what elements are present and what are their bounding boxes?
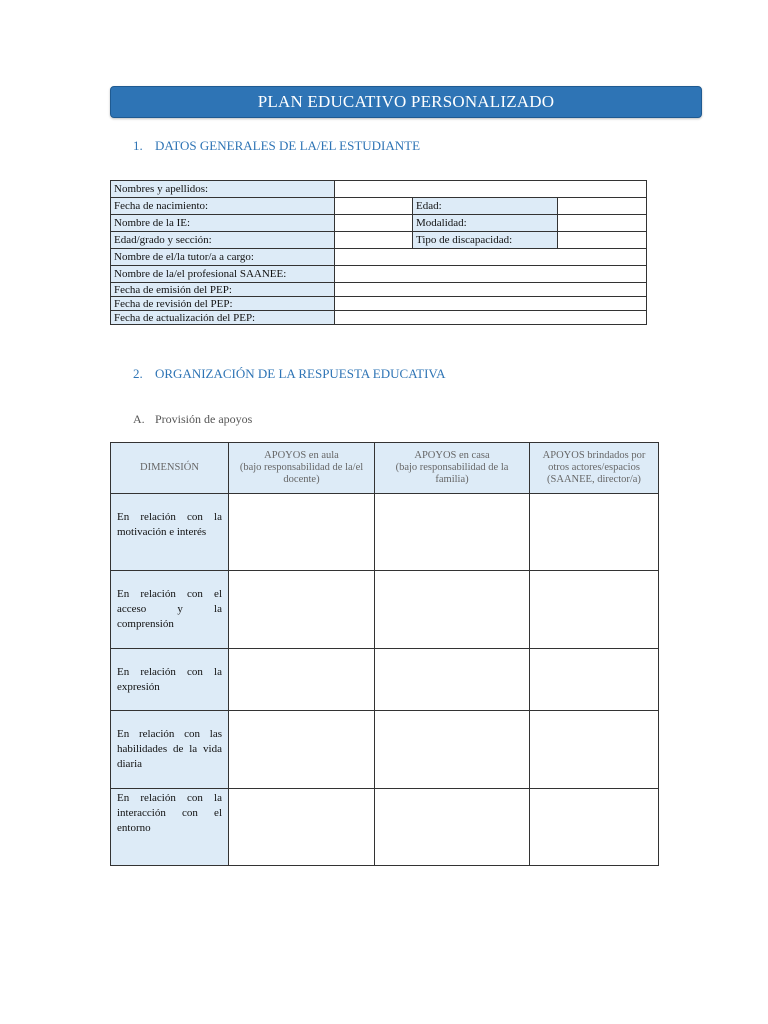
table-row <box>111 198 647 215</box>
cell-otros-interaccion[interactable] <box>530 789 659 866</box>
field-modalidad[interactable] <box>558 215 647 232</box>
label-edad: Edad: <box>413 198 558 215</box>
label-emision: Fecha de emisión del PEP: <box>111 283 335 297</box>
label-tipo-discapacidad: Tipo de discapacidad: <box>413 232 558 249</box>
cell-otros-motivacion[interactable] <box>530 494 659 571</box>
supports-table <box>110 442 659 866</box>
dimension-vida-diaria: En relación con las habilidades de la vida diaria <box>111 711 229 789</box>
table-row <box>111 571 659 649</box>
label-profesional: Nombre de la/el profesional SAANEE: <box>111 266 335 283</box>
table-header-row <box>111 443 659 494</box>
field-tipo-discapacidad[interactable] <box>558 232 647 249</box>
table-row <box>111 789 659 866</box>
field-profesional[interactable] <box>335 266 647 283</box>
subsection-a-heading <box>133 412 252 427</box>
document-title: PLAN EDUCATIVO PERSONALIZADO <box>257 92 555 111</box>
label-revision: Fecha de revisión del PEP: <box>111 297 335 311</box>
cell-casa-vida-diaria[interactable] <box>375 711 530 789</box>
cell-aula-expresion[interactable] <box>229 649 375 711</box>
header-apoyos-aula-note: (bajo responsabilidad de la/el docente) <box>239 462 364 485</box>
cell-casa-acceso[interactable] <box>375 571 530 649</box>
dimension-acceso: En relación con el acceso y la comprensión <box>111 571 229 649</box>
document-title-banner <box>110 86 702 118</box>
section-2-number: 2. <box>133 366 143 381</box>
cell-casa-interaccion[interactable] <box>375 789 530 866</box>
field-edad[interactable] <box>558 198 647 215</box>
cell-aula-acceso[interactable] <box>229 571 375 649</box>
label-edad-grado: Edad/grado y sección: <box>111 232 335 249</box>
field-fecha-nacimiento[interactable] <box>335 198 413 215</box>
field-nombres[interactable] <box>335 181 647 198</box>
table-row <box>111 711 659 789</box>
label-actualizacion: Fecha de actualización del PEP: <box>111 311 335 325</box>
dimension-motivacion: En relación con la motivación e interés <box>111 494 229 571</box>
student-info-table <box>110 180 647 325</box>
subsection-a-letter: A. <box>133 412 145 426</box>
section-1-heading <box>133 138 420 154</box>
label-tutor: Nombre de el/la tutor/a a cargo: <box>111 249 335 266</box>
cell-aula-interaccion[interactable] <box>229 789 375 866</box>
table-row <box>111 311 647 325</box>
header-apoyos-casa-title: APOYOS en casa <box>414 450 490 461</box>
label-fecha-nacimiento: Fecha de nacimiento: <box>111 198 335 215</box>
table-row <box>111 215 647 232</box>
label-modalidad: Modalidad: <box>413 215 558 232</box>
table-row <box>111 649 659 711</box>
field-revision[interactable] <box>335 297 647 311</box>
subsection-a-title: Provisión de apoyos <box>155 412 253 426</box>
header-apoyos-aula-title: APOYOS en aula <box>264 450 339 461</box>
table-row <box>111 249 647 266</box>
field-tutor[interactable] <box>335 249 647 266</box>
table-row <box>111 266 647 283</box>
header-apoyos-otros-title: APOYOS brindados por otros actores/espacios <box>542 450 646 473</box>
dimension-interaccion: En relación con la interacción con el entorno <box>111 789 229 866</box>
table-row <box>111 181 647 198</box>
header-apoyos-casa <box>375 443 530 494</box>
header-apoyos-aula <box>229 443 375 494</box>
header-apoyos-casa-note: (bajo responsabilidad de la familia) <box>395 462 509 485</box>
table-row <box>111 297 647 311</box>
label-nombre-ie: Nombre de la IE: <box>111 215 335 232</box>
section-2-title: ORGANIZACIÓN DE LA RESPUESTA EDUCATIVA <box>155 366 446 381</box>
cell-aula-motivacion[interactable] <box>229 494 375 571</box>
cell-otros-acceso[interactable] <box>530 571 659 649</box>
field-emision[interactable] <box>335 283 647 297</box>
field-nombre-ie[interactable] <box>335 215 413 232</box>
table-row <box>111 283 647 297</box>
header-dimension: DIMENSIÓN <box>111 443 229 494</box>
dimension-expresion: En relación con la expresión <box>111 649 229 711</box>
section-2-heading <box>133 366 446 382</box>
label-nombres: Nombres y apellidos: <box>111 181 335 198</box>
cell-aula-vida-diaria[interactable] <box>229 711 375 789</box>
section-1-title: DATOS GENERALES DE LA/EL ESTUDIANTE <box>155 138 421 153</box>
header-apoyos-otros <box>530 443 659 494</box>
cell-otros-expresion[interactable] <box>530 649 659 711</box>
table-row <box>111 232 647 249</box>
field-actualizacion[interactable] <box>335 311 647 325</box>
header-apoyos-otros-note: (SAANEE, director/a) <box>547 474 641 485</box>
cell-casa-expresion[interactable] <box>375 649 530 711</box>
cell-casa-motivacion[interactable] <box>375 494 530 571</box>
section-1-number: 1. <box>133 138 143 153</box>
table-row <box>111 494 659 571</box>
cell-otros-vida-diaria[interactable] <box>530 711 659 789</box>
field-edad-grado[interactable] <box>335 232 413 249</box>
